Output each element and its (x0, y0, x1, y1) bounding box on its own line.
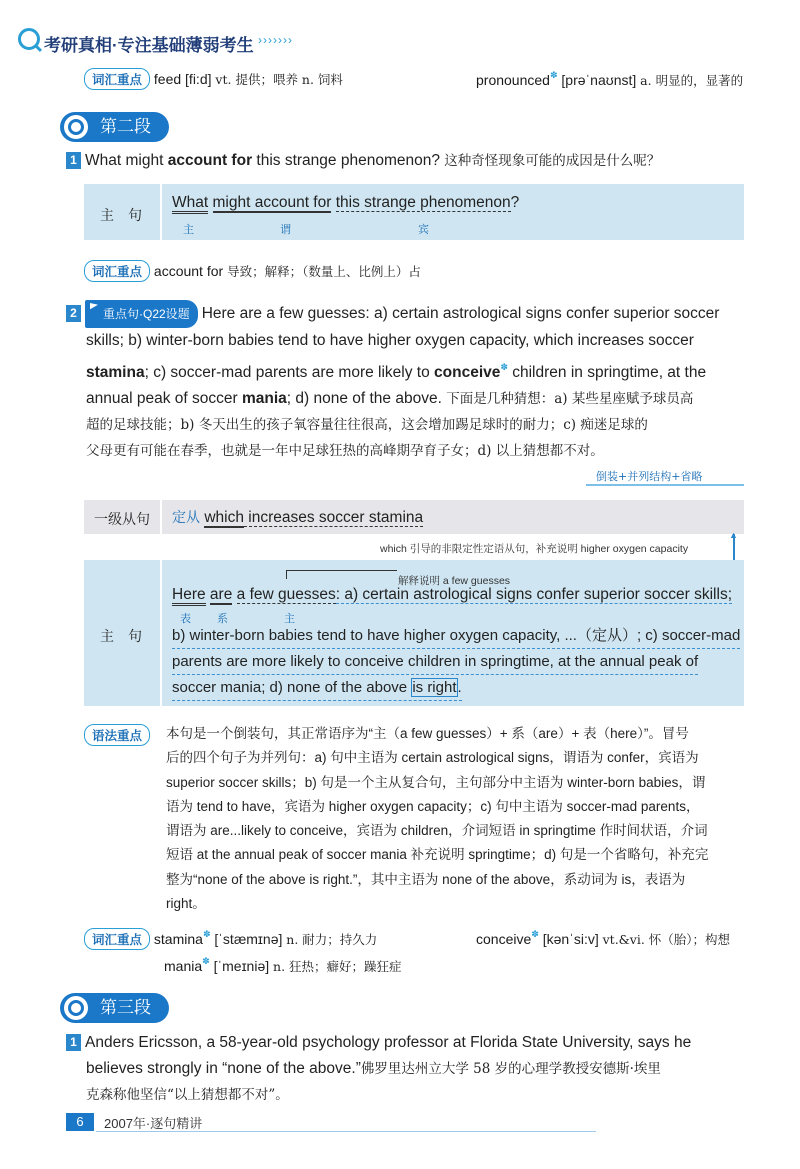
marker-object: 宾 (418, 223, 429, 236)
footer-text: 2007年·逐句精讲 (104, 1116, 203, 1131)
page-number: 6 (66, 1113, 94, 1131)
sentence-2-2: 2 重点句·Q22设题 Here are a few guesses: a) certain astrological signs confer superior soccer skills; b) winter-born babies tend to have higher oxygen capacity, which increases soccer stamina; c) soccer-mad parents are more likely to conceive✽ children in springtime, at the annual peak of soccer mania; d) none of the above. 下面是几种猜想：a) 某些星座赋予球员高 超的足球技能；b) 冬天出生的孩子氧容量往往很高，这会增加踢足球时的耐力；c) 痴迷足球的 父母更有可能在春季，也就是一年中足球狂热的高峰期孕育子女；d) 以上猜想都不对。 (66, 300, 756, 464)
arrow-up-icon: ▲ (729, 530, 738, 540)
vocab-row-top: 词汇重点 feed [fi:d] vt. 提供；喂养 n. 饲料 (84, 68, 343, 90)
sentence-2-1: 1 What might account for this strange phenomenon? 这种奇怪现象可能的成因是什么呢？ (66, 148, 786, 174)
grammar-tag: 语法重点 (84, 724, 150, 746)
logo-icon (18, 28, 40, 50)
star-icon: ✽ (549, 70, 558, 80)
divider (160, 560, 162, 706)
section-q-icon (64, 996, 88, 1020)
vocab-row-1: 词汇重点 account for 导致；解释；（数量上、比例上）占 (84, 260, 421, 282)
vocab-row-2-right: conceive✽ [kənˈsi:v] vt.&vi. 怀（胎）；构想 (476, 929, 731, 947)
note-guesses: 解释说明 a few guesses (398, 575, 511, 587)
note-which: which 引导的非限定性定语从句，补充说明 higher oxygen capacity (380, 543, 689, 555)
grammar-tag-wrap (84, 724, 150, 746)
structure-underline (586, 484, 744, 486)
key-sentence-flag: 重点句·Q22设题 (85, 300, 198, 328)
footer-line (96, 1131, 596, 1132)
main-label: 主 句 (100, 628, 142, 644)
clause-text: 定从 which increases soccer stamina (172, 509, 424, 526)
bracket (286, 570, 397, 579)
divider (160, 184, 162, 240)
box1-sentence: What might account for this strange phenomenon? (172, 190, 519, 216)
vocab-tag: 词汇重点 (84, 68, 150, 90)
main-sentence: Here are a few guesses: a) certain astrological signs confer superior soccer skills; (172, 582, 742, 607)
vocab-row-top-right: pronounced✽ [prəˈnaʊnst] a. 明显的，显著的 (476, 70, 744, 88)
grammar-text: 本句是一个倒装句，其正常语序为“主（a few guesses）+ 系（are）+ 表（here）”。冒号 后的四个句子为并列句：a) 句中主语为 certain astrological signs，谓语为 confer，宾语为 superior soccer skills；b) 句是一个主从复合句，主句部分中主语为 winter-born babies，谓 语为 tend to have，宾语为 higher oxygen capacity；c) 句中主语为 soccer-mad parents， 谓语为 are...likely to conceive，宾语为 children，介词短语 in springtime 作时间状语，介词 短语 at the annual peak of soccer mania 补充说明 springtime；d) 句是一个省略句，补充完 整为“none of the above is right.”，其中主语为 none of the above，系动词为 is，表语为 right。 (166, 726, 709, 912)
clause-label: 一级从句 (94, 511, 150, 527)
marker-verb: 谓 (280, 223, 291, 236)
chevrons-icon: ››››››› (258, 33, 293, 47)
sentence-3-1: 1 Anders Ericsson, a 58-year-old psychology professor at Florida State University, says he believes strongly in “none of the above.”佛罗里达州立大学 58 岁的心理学教授安德斯·埃里 克森称他坚信“以上猜想都不对”。 (66, 1030, 786, 1108)
vocab-row-2: 词汇重点 stamina✽ [ˈstæmɪnə] n. 耐力；持久力 (84, 928, 377, 950)
structure-label: 倒装+并列结构+省略 (596, 470, 703, 483)
section-heading-2: 第二段 (60, 112, 169, 142)
section-q-icon (64, 115, 88, 139)
header-title: 考研真相·专注基础薄弱考生 (44, 36, 254, 55)
main-sentence-rest: b) winter-born babies tend to have higher oxygen capacity, ...（定从）; c) soccer-mad parents are more likely to conceive children in springtime, at the annual peak of soccer mania; d) none of the above is right. (172, 623, 742, 701)
marker-subject: 主 (183, 223, 194, 236)
divider (160, 500, 162, 534)
marker-linking: 系 (217, 612, 228, 625)
box-label: 主 句 (100, 207, 142, 223)
vocab-row-3: mania✽ [ˈmeɪniə] n. 狂热；癖好；躁狂症 (164, 956, 402, 974)
section-heading-3: 第三段 (60, 993, 169, 1023)
marker-subject: 主 (284, 612, 295, 625)
marker-predicative: 表 (180, 612, 191, 625)
